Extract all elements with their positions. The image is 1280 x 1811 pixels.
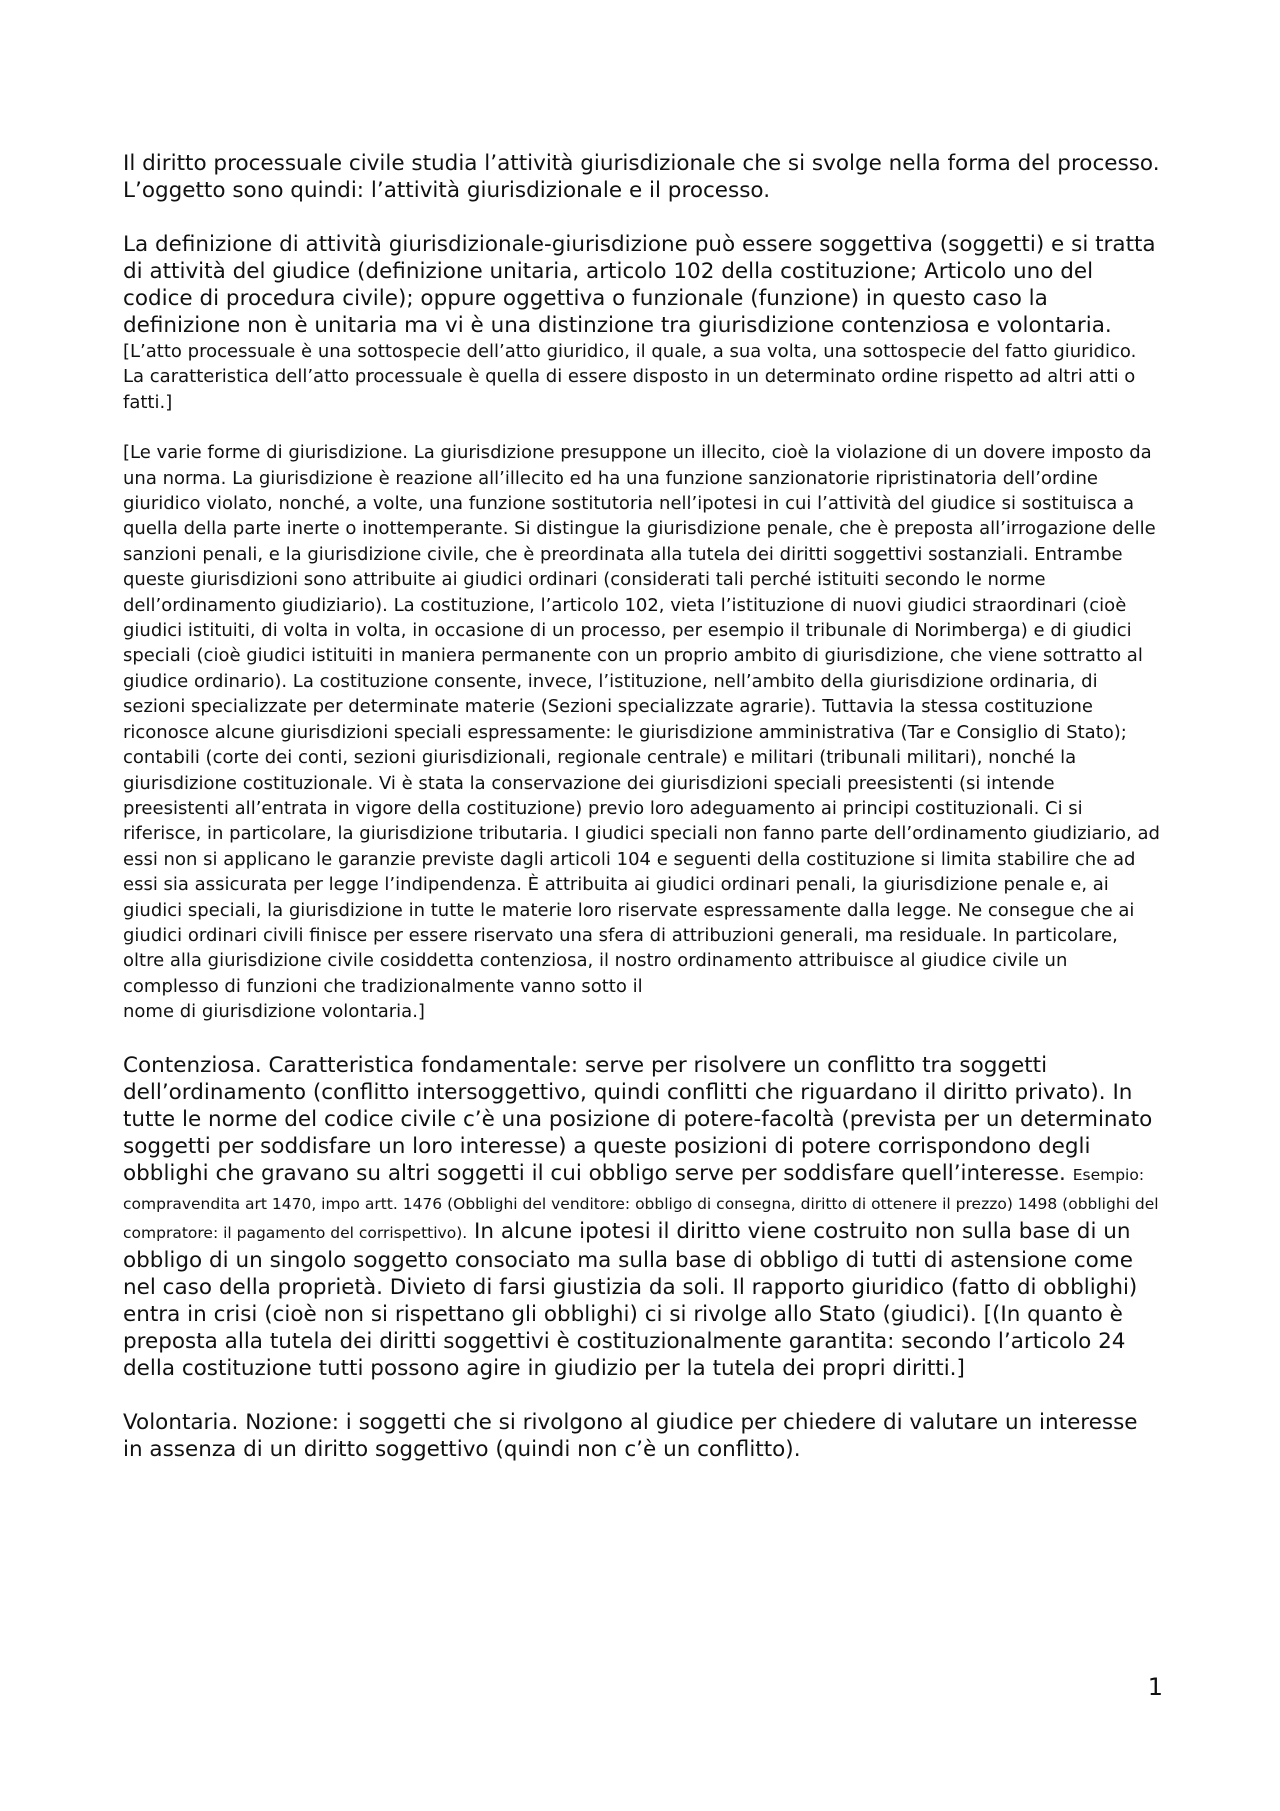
paragraph-atto-processuale: [L’atto processuale è una sottospecie dell’atto giuridico, il quale, a sua volta, una sottospecie del fatto giuridico. La caratteristica dell’atto processuale è quella di essere disposto in un determinato ordine rispetto ad altri atti o fatti.] bbox=[123, 341, 1137, 413]
paragraph-intro: Il diritto processuale civile studia l’attività giurisdizionale che si svolge nella forma del processo. L’oggetto sono quindi: l’attività giurisdizionale e il processo. bbox=[123, 151, 1160, 203]
paragraph-definition: La definizione di attività giurisdizionale-giurisdizione può essere soggettiva (soggetti) e si tratta di attività del giudice (definizione unitaria, articolo 102 della costituzione; Articolo uno del codice di procedura civile); oppure oggettiva o funzionale (funzione) in questo caso la definizione non è unitaria ma vi è una distinzione tra giurisdizione contenziosa e volontaria. bbox=[123, 232, 1156, 338]
paragraph-contenziosa bbox=[123, 1052, 1163, 1382]
paragraph-forme-giurisdizione: [Le varie forme di giurisdizione. La giurisdizione presuppone un illecito, cioè la violazione di un dovere imposto da una norma. La giurisdizione è reazione all’illecito ed ha una funzione sanzionatorie ripristinatoria dell’ordine giuridico violato, nonché, a volte, una funzione sostitutoria nell’ipotesi in cui l’attività del giudice si sostituisca a quella della parte inerte o inottemperante. Si distingue la giurisdizione penale, che è preposta all’irrogazione delle sanzioni penali, e la giurisdizione civile, che è preordinata alla tutela dei diritti soggettivi sostanziali. Entrambe queste giurisdizioni sono attribuite ai giudici ordinari (considerati tali perché istituiti secondo le norme dell’ordinamento giudiziario). La costituzione, l’articolo 102, vieta l’istituzione di nuovi giudici straordinari (cioè giudici istituiti, di volta in volta, in occasione di un processo, per esempio il tribunale di Norimberga) e di giudici speciali (cioè giudici istituiti in maniera permanente con un proprio ambito di giurisdizione, che viene sottratto al giudice ordinario). La costituzione consente, invece, l’istituzione, nell’ambito della giurisdizione ordinaria, di sezioni specializzate per determinate materie (Sezioni specializzate agrarie). Tuttavia la stessa costituzione riconosce alcune giurisdizioni speciali espressamente: le giurisdizione amministrativa (Tar e Consiglio di Stato); contabili (corte dei conti, sezioni giurisdizionali, regionale centrale) e militari (tribunali militari), nonché la giurisdizione costituzionale. Vi è stata la conservazione dei giurisdizioni speciali preesistenti (si intende preesistenti all’entrata in vigore della costituzione) previo loro adeguamento ai principi costituzionali. Ci si riferisce, in particolare, la giurisdizione tributaria. I giudici speciali non fanno parte dell’ordinamento giudiziario, ad essi non si applicano le garanzie previste dagli articoli 104 e seguenti della costituzione si limita stabilire che ad essi sia assicurata per legge l’indipendenza. È attribuita ai giudici ordinari penali, la giurisdizione penale e, ai giudici speciali, la giurisdizione in tutte le materie loro riservate espressamente dalla legge. Ne consegue che ai giudici ordinari civili finisce per essere riservato una sfera di attribuzioni generali, ma residuale. In particolare, oltre alla giurisdizione civile cosiddetta contenziosa, il nostro ordinamento attribuisce al giudice civile un complesso di funzioni che tradizionalmente vanno sotto il bbox=[123, 442, 1160, 997]
document-body bbox=[123, 150, 1163, 1463]
paragraph-forme-giurisdizione-tail: nome di giurisdizione volontaria.] bbox=[123, 1001, 425, 1023]
page-number: 1 bbox=[1147, 1673, 1163, 1701]
contenziosa-text-a: Contenziosa. Caratteristica fondamentale: serve per risolvere un conflitto tra soggetti dell’ordinamento (conflitto intersoggettivo, quindi conflitti che riguardano il diritto privato). In tutte le norme del codice civile c’è una posizione di potere-facoltà (prevista per un determinato soggetti per soddisfare un loro interesse) a queste posizioni di potere corrispondono degli obblighi che gravano su altri soggetti il cui obbligo serve per soddisfare quell’interesse. bbox=[123, 1052, 1153, 1186]
contenziosa-text-c: In alcune ipotesi il diritto viene costruito non sulla base di un obbligo di un singolo soggetto consociato ma sulla base di obbligo di tutti di astensione come nel caso della proprietà. Divieto di farsi giustizia da soli. Il rapporto giuridico (fatto di obblighi) entra in crisi (cioè non si rispettano gli obblighi) ci si rivolge allo Stato (giudici). [(In quanto è preposta alla tutela dei diritti soggettivi è costituzionalmente garantita: secondo l’articolo 24 della costituzione tutti possono agire in giudizio per la tutela dei propri diritti.] bbox=[123, 1218, 1138, 1381]
contenziosa-example: Esempio: compravendita art 1470, impo artt. 1476 (Obblighi del venditore: obbligo di consegna, diritto di ottenere il prezzo) 1498 (obblighi del compratore: il pagamento del corrispettivo). bbox=[123, 1165, 1159, 1242]
paragraph-volontaria: Volontaria. Nozione: i soggetti che si rivolgono al giudice per chiedere di valutare un interesse in assenza di un diritto soggettivo (quindi non c’è un conflitto). bbox=[123, 1409, 1138, 1462]
